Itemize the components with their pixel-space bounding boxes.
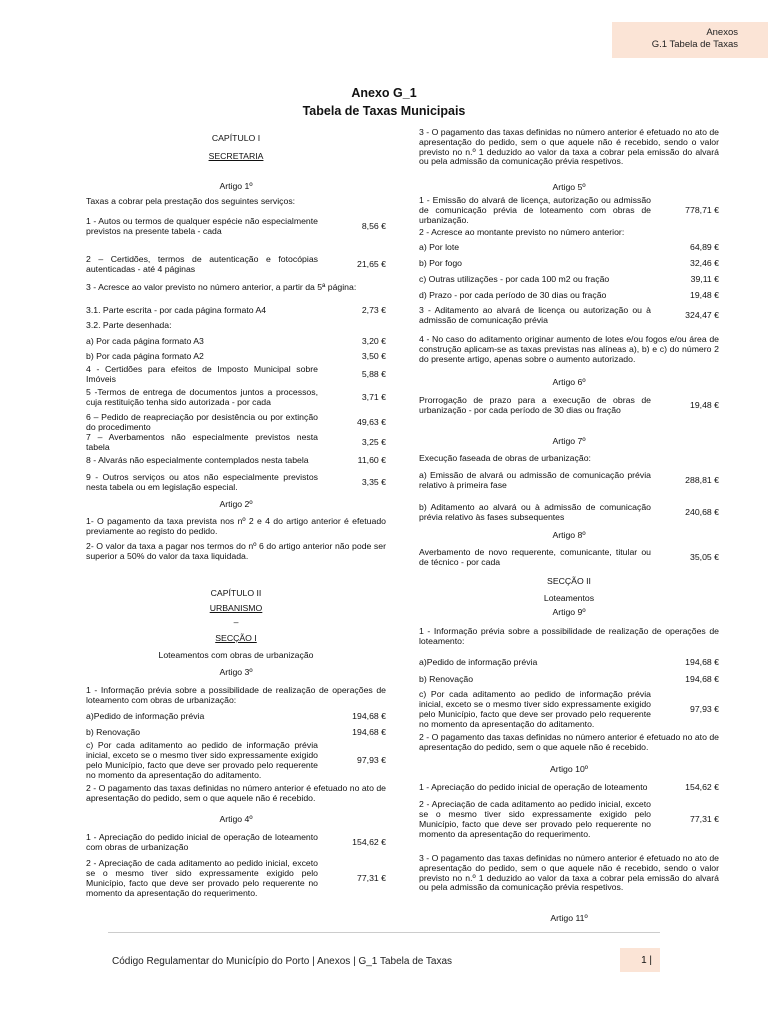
right-fee-row: [419, 782, 719, 794]
fee-amount: 3,20 €: [361, 336, 386, 347]
left-fee-row: [86, 832, 386, 854]
right-fee-row: [419, 258, 719, 270]
left-fee-row: [86, 365, 386, 385]
left-heading: Artigo 1º: [219, 181, 253, 191]
header-line-2: G.1 Tabela de Taxas: [651, 39, 738, 50]
fee-amount: 778,71 €: [685, 205, 719, 216]
fee-description: 2 – Certidões, termos de autenticação e fotocópias autenticadas - até 4 páginas: [86, 254, 318, 274]
right-paragraph: 2 - O pagamento das taxas definidas no número anterior é efetuado no ato de apresentação do pedido, sem o que aquele não é recebido.: [419, 732, 719, 752]
right-fee-row: [419, 502, 719, 524]
fee-amount: 154,62 €: [352, 837, 386, 848]
right-paragraph: 1 - Informação prévia sobre a possibilidade de realização de operações de loteamento:: [419, 626, 719, 646]
fee-amount: 2,73 €: [361, 305, 386, 316]
fee-description: a) Por cada página formato A3: [86, 336, 204, 347]
right-fee-row: [419, 674, 719, 686]
fee-amount: 32,46 €: [690, 258, 719, 269]
left-fee-row: [86, 388, 386, 408]
document-title: Anexo G_1: [351, 86, 417, 100]
fee-description: b) Aditamento ao alvará ou à admissão de comunicação prévia relativo às fases subsequentes: [419, 502, 651, 522]
fee-description: a)Pedido de informação prévia: [419, 657, 538, 668]
fee-amount: 8,56 €: [361, 221, 386, 232]
page-number: 1 |: [620, 948, 660, 972]
fee-description: 1 - Apreciação do pedido inicial de operação de loteamento: [419, 782, 648, 793]
right-fee-row: [419, 242, 719, 254]
left-paragraph: 2- O valor da taxa a pagar nos termos do nº 6 do artigo anterior não pode ser superior a 50% do valor da taxa liquidada.: [86, 541, 386, 561]
fee-description: d) Prazo - por cada período de 30 dias ou fração: [419, 290, 607, 301]
fee-amount: 77,31 €: [357, 873, 386, 884]
left-fee-row: [86, 455, 386, 467]
fee-amount: 77,31 €: [690, 814, 719, 825]
fee-description: 1 - Emissão do alvará de licença, autorização ou admissão de comunicação prévia de loteamento com obras de urbanização.: [419, 195, 651, 225]
right-fee-row: [419, 306, 719, 326]
left-heading: Artigo 2º: [219, 499, 253, 509]
fee-amount: 5,88 €: [361, 369, 386, 380]
fee-amount: 3,50 €: [361, 351, 386, 362]
fee-description: 4 - Certidões para efeitos de Imposto Municipal sobre Imóveis: [86, 364, 318, 384]
left-heading: CAPÍTULO I: [211, 133, 261, 143]
right-heading: Artigo 6º: [552, 377, 586, 387]
left-fee-row: [86, 254, 386, 276]
left-fee-row: [86, 305, 386, 317]
right-heading: Loteamentos: [543, 593, 595, 603]
fee-description: b) Por cada página formato A2: [86, 351, 204, 362]
fee-description: 2 - Apreciação de cada aditamento ao pedido inicial, exceto se o mesmo tiver sido expressamente exigido pelo Município, facto que deve ser provado pelo requerente no momento da apresentação do requerimento.: [419, 799, 651, 839]
fee-description: Prorrogação de prazo para a execução de obras de urbanização - por cada período de 30 dias ou fração: [419, 395, 651, 415]
fee-amount: 194,68 €: [685, 657, 719, 668]
right-heading: Artigo 5º: [552, 182, 586, 192]
left-paragraph: Taxas a cobrar pela prestação dos seguintes serviços:: [86, 196, 296, 206]
fee-amount: 3,35 €: [361, 477, 386, 488]
fee-amount: 21,65 €: [357, 259, 386, 270]
right-fee-row: [419, 290, 719, 302]
fee-amount: 19,48 €: [690, 290, 719, 301]
left-heading: CAPÍTULO II: [210, 588, 262, 598]
left-section-heading: SECRETARIA: [208, 151, 264, 161]
right-paragraph: 3 - O pagamento das taxas definidas no número anterior é efetuado no ato de apresentação do pedido, sem o que aquele não é recebido, sendo o valor previsto no n.º 1 deduzido ao valor da taxa a cobrar pela emissão do alvará ou pela admissão da comunicação prévia respetivos.: [419, 127, 719, 167]
fee-amount: 64,89 €: [690, 242, 719, 253]
left-fee-row: [86, 336, 386, 348]
right-fee-row: [419, 470, 719, 492]
left-fee-row: [86, 727, 386, 739]
left-paragraph: 3 - Acresce ao valor previsto no número anterior, a partir da 5ª página:: [86, 282, 357, 292]
right-heading: Artigo 8º: [552, 530, 586, 540]
fee-amount: 11,60 €: [357, 455, 386, 466]
left-heading: Artigo 4º: [219, 814, 253, 824]
fee-description: a)Pedido de informação prévia: [86, 711, 205, 722]
fee-amount: 240,68 €: [685, 507, 719, 518]
fee-amount: 324,47 €: [685, 310, 719, 321]
header-box: [612, 22, 768, 58]
fee-description: 1 - Autos ou termos de qualquer espécie não especialmente previstos na presente tabela - cada: [86, 216, 318, 236]
fee-description: 1 - Apreciação do pedido inicial de operação de loteamento com obras de urbanização: [86, 832, 318, 852]
right-heading: Artigo 7º: [552, 436, 586, 446]
right-fee-row: [419, 196, 719, 226]
fee-amount: 35,05 €: [690, 552, 719, 563]
left-fee-row: [86, 859, 386, 899]
left-fee-row: [86, 472, 386, 494]
left-heading: Artigo 3º: [219, 667, 253, 677]
fee-description: c) Por cada aditamento ao pedido de informação prévia inicial, exceto se o mesmo tiver sido expressamente exigido pelo Município, facto que deve ser provado pelo requerente no momento da apresentação do aditamento.: [419, 689, 651, 729]
fee-description: c) Outras utilizações - por cada 100 m2 ou fração: [419, 274, 610, 285]
right-fee-row: [419, 657, 719, 669]
fee-amount: 154,62 €: [685, 782, 719, 793]
right-fee-row: [419, 547, 719, 569]
fee-description: b) Por fogo: [419, 258, 462, 269]
right-heading: Artigo 11º: [550, 913, 588, 923]
right-fee-row: [419, 395, 719, 417]
fee-description: 7 – Averbamentos não especialmente previstos nesta tabela: [86, 432, 318, 452]
right-heading: SECÇÃO II: [547, 576, 591, 586]
fee-description: b) Renovação: [419, 674, 474, 685]
fee-description: 5 -Termos de entrega de documentos juntos a processos, cuja restituição tenha sido autorizada - por cada: [86, 387, 318, 407]
right-paragraph: 3 - O pagamento das taxas definidas no número anterior é efetuado no ato de apresentação do pedido, sem o que aquele não é recebido, sendo o valor previsto no n.º 1 deduzido ao valor da taxa a cobrar pela emissão do alvará ou pela admissão da comunicação prévia respetivos.: [419, 853, 719, 893]
left-paragraph: 1 - Informação prévia sobre a possibilidade de realização de operações de loteamento com obras de urbanização:: [86, 685, 386, 705]
fee-amount: 97,93 €: [357, 755, 386, 766]
left-heading: –: [233, 617, 239, 627]
left-paragraph: 1- O pagamento da taxa prevista nos nº 2 e 4 do artigo anterior é efetuado previamente ao registo do pedido.: [86, 516, 386, 536]
footer-divider: [108, 932, 660, 933]
fee-amount: 288,81 €: [685, 475, 719, 486]
fee-description: 8 - Alvarás não especialmente contemplados nesta tabela: [86, 455, 309, 466]
left-section-heading: SECÇÃO I: [215, 633, 257, 643]
left-paragraph: 3.2. Parte desenhada:: [86, 320, 172, 330]
right-fee-row: [419, 690, 719, 730]
left-section-heading: URBANISMO: [209, 603, 263, 613]
left-fee-row: [86, 351, 386, 363]
left-fee-row: [86, 413, 386, 433]
left-paragraph: 2 - O pagamento das taxas definidas no número anterior é efetuado no ato de apresentação do pedido, sem o que aquele não é recebido.: [86, 783, 386, 803]
fee-description: 2 - Apreciação de cada aditamento ao pedido inicial, exceto se o mesmo tiver sido expressamente exigido pelo Município, facto que deve ser provado pelo requerente no momento da apresentação do requerimento.: [86, 858, 318, 898]
document-subtitle: Tabela de Taxas Municipais: [302, 104, 466, 118]
fee-description: 6 – Pedido de reapreciação por desistência ou por extinção do procedimento: [86, 412, 318, 432]
fee-amount: 194,68 €: [352, 727, 386, 738]
fee-description: c) Por cada aditamento ao pedido de informação prévia inicial, exceto se o mesmo tiver sido expressamente exigido pelo Município, facto que deve ser provado pelo requerente no momento da apresentação do aditamento.: [86, 740, 318, 780]
right-heading: Artigo 10º: [550, 764, 588, 774]
fee-description: Averbamento de novo requerente, comunicante, titular ou de técnico - por cada: [419, 547, 651, 567]
fee-description: b) Renovação: [86, 727, 141, 738]
fee-amount: 3,71 €: [361, 392, 386, 403]
fee-description: 3.1. Parte escrita - por cada página formato A4: [86, 305, 267, 316]
right-paragraph: 4 - No caso do aditamento originar aumento de lotes e/ou fogos e/ou área de construção aplicam-se as taxas previstas nas alíneas a), b) e c) do número 2 do presente artigo, apenas sobre o aumento autorizado.: [419, 334, 719, 364]
left-fee-row: [86, 433, 386, 453]
fee-amount: 3,25 €: [361, 437, 386, 448]
right-paragraph: 2 - Acresce ao montante previsto no número anterior:: [419, 227, 625, 237]
fee-amount: 97,93 €: [690, 704, 719, 715]
fee-description: 3 - Aditamento ao alvará de licença ou autorização ou à admissão de comunicação prévia: [419, 305, 651, 325]
fee-amount: 194,68 €: [352, 711, 386, 722]
left-fee-row: [86, 711, 386, 723]
fee-amount: 19,48 €: [690, 400, 719, 411]
right-heading: Artigo 9º: [552, 607, 586, 617]
left-fee-row: [86, 742, 386, 780]
fee-amount: 39,11 €: [690, 274, 719, 285]
right-fee-row: [419, 800, 719, 840]
footer-text: Código Regulamentar do Município do Porto | Anexos | G_1 Tabela de Taxas: [112, 956, 453, 967]
fee-amount: 194,68 €: [685, 674, 719, 685]
fee-description: a) Por lote: [419, 242, 460, 253]
left-heading: Loteamentos com obras de urbanização: [158, 650, 314, 660]
left-fee-row: [86, 216, 386, 238]
header-line-1: Anexos: [706, 27, 738, 38]
fee-amount: 49,63 €: [357, 417, 386, 428]
fee-description: a) Emissão de alvará ou admissão de comunicação prévia relativo à primeira fase: [419, 470, 651, 490]
fee-description: 9 - Outros serviços ou atos não especialmente previstos nesta tabela ou em legislação especial.: [86, 472, 318, 492]
right-paragraph: Execução faseada de obras de urbanização:: [419, 453, 591, 463]
right-fee-row: [419, 274, 719, 286]
